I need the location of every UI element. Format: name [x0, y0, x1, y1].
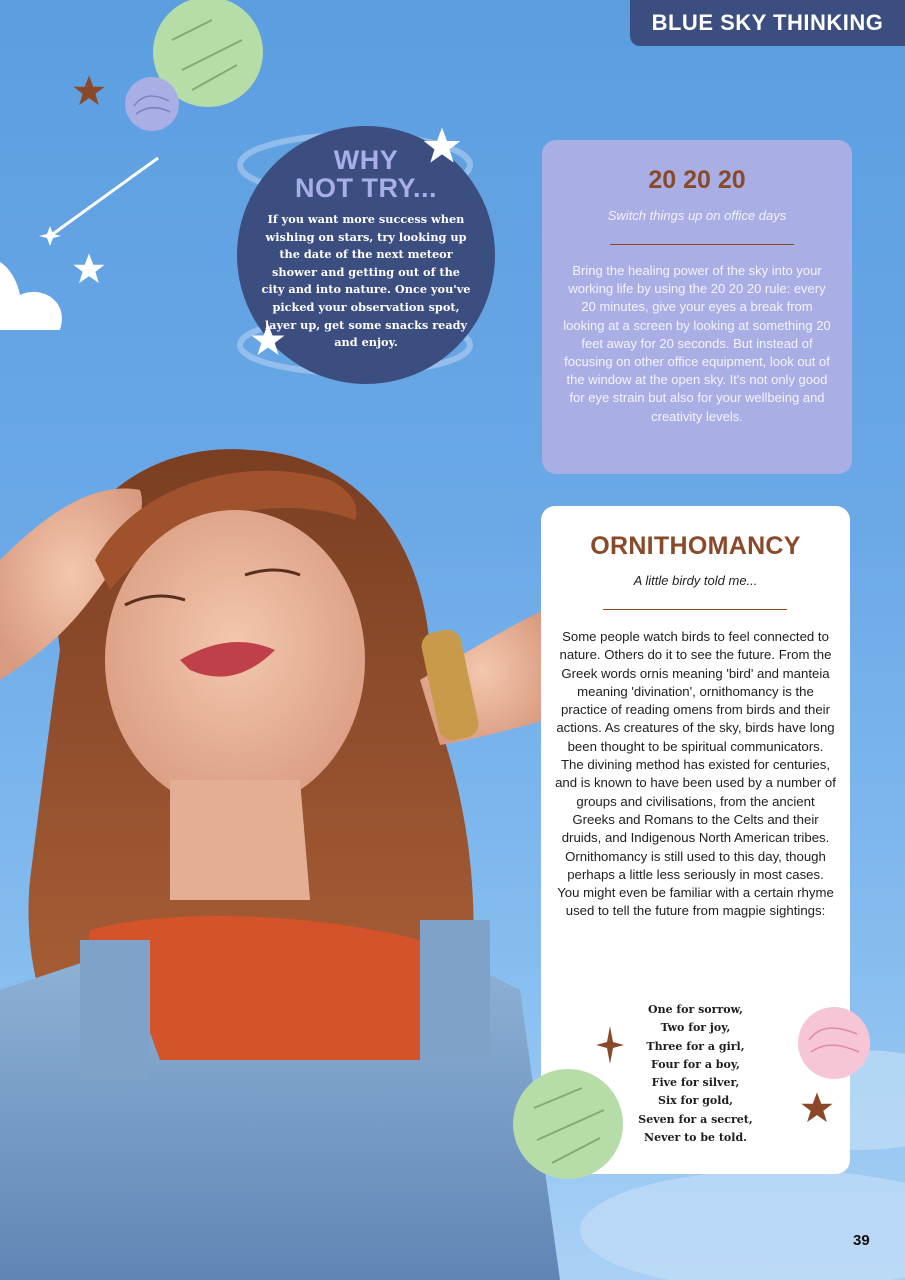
section-title-tab — [630, 0, 905, 46]
white-star-icon — [72, 252, 106, 286]
bubble-star-icon-top — [422, 126, 462, 166]
lavender-dot — [124, 76, 180, 132]
divider — [603, 609, 787, 610]
rhyme-line: Never to be told. — [644, 1131, 747, 1145]
card-20-20-20-subtitle: Switch things up on office days — [607, 208, 787, 223]
ornithomancy-body: Some people watch birds to feel connected to nature. Others do it to see the future. From the Greek words ornis meaning 'bird' and manteia meaning 'divination', ornithomancy is the practice of reading omens from birds and their actions. As creatures of the sky, birds have long been thought to be spiritual communicators. The divining method has existed for centuries, and is known to have been used by a number of groups and civilisations, from the ancient Greeks and Romans to the Celts and their druids, and Indigenous North American tribes. Ornithomancy is still used to this day, though perhaps a little less seriously in most cases. You might even be familiar with a certain rhyme used to tell the future from magpie sightings: — [555, 629, 836, 919]
page-number: 39 — [853, 1232, 870, 1249]
divider — [610, 244, 794, 245]
rhyme-line: Two for joy, — [660, 1021, 731, 1035]
ornithomancy-subtitle: A little birdy told me... — [633, 573, 758, 588]
rhyme-line: Four for a boy, — [650, 1057, 740, 1071]
green-dot-bottom — [512, 1068, 624, 1180]
ornithomancy-title: ORNITHOMANCY — [590, 532, 801, 560]
card-20-20-20-title: 20 20 20 — [648, 166, 746, 194]
why-not-try-title: WHY NOT TRY... — [294, 145, 437, 203]
brown-star-icon-bottom — [800, 1091, 834, 1125]
sparkle-icon — [596, 1026, 624, 1064]
pink-dot — [797, 1006, 871, 1080]
magpie-rhyme — [601, 1001, 790, 1147]
section-title: BLUE SKY THINKING — [651, 10, 884, 35]
rhyme-line: One for sorrow, — [648, 1003, 743, 1016]
why-not-try-body: If you want more success when wishing on stars, try looking up the date of the next meteor shower and getting out of the city and into nature. Once you've picked your observation spot, layer up, get some snacks ready and enjoy. — [261, 212, 471, 350]
card-20-20-20-body: Bring the healing power of the sky into your working life by using the 20 20 20 rule: every 20 minutes, give your eyes a break from looking at a screen by looking at something 20 feet away for 20 seconds. But instead of focusing on other office equipment, look out of the window at the open sky. It's not only good for eye strain but also for your wellbeing and creativity levels. — [563, 263, 831, 424]
rhyme-line: Six for gold, — [658, 1094, 733, 1108]
rhyme-line: Seven for a secret, — [638, 1112, 753, 1126]
brown-star-icon — [72, 74, 106, 108]
shooting-star-icon — [38, 156, 160, 248]
card-20-20-20 — [542, 140, 852, 474]
bubble-star-icon-bottom — [250, 322, 286, 358]
rhyme-line: Three for a girl, — [646, 1039, 745, 1053]
rhyme-line: Five for silver, — [651, 1076, 740, 1090]
